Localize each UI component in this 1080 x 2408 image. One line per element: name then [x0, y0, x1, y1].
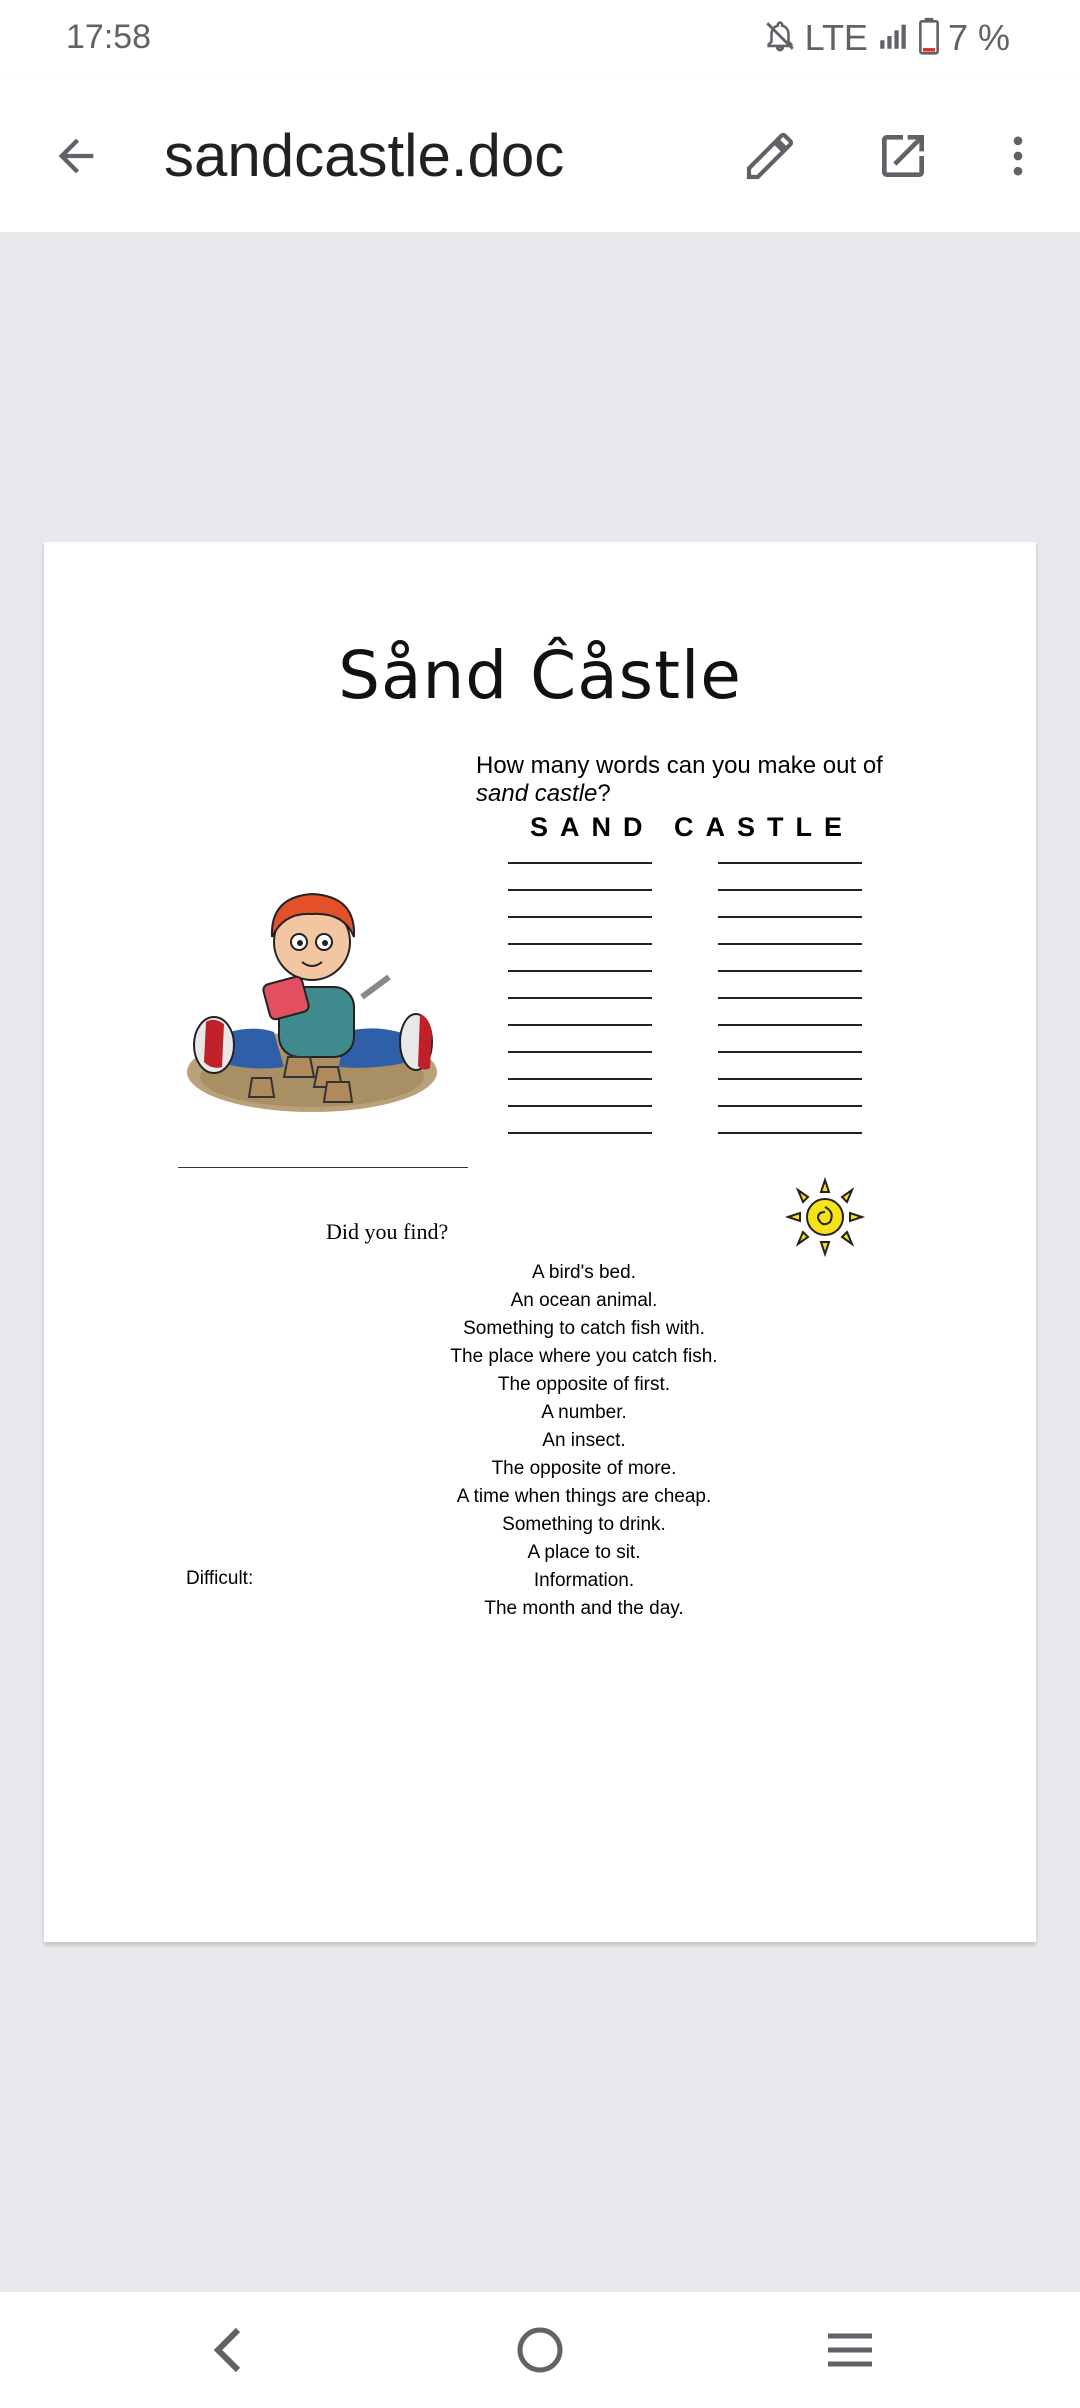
- clue-item: Something to catch fish with.: [463, 1318, 705, 1339]
- clue-item: The opposite of first.: [497, 1374, 671, 1395]
- battery-icon: [918, 17, 940, 60]
- open-with-button[interactable]: [865, 118, 941, 194]
- worksheet-question: [476, 752, 946, 808]
- clue-item: A time when things are cheap.: [456, 1486, 712, 1507]
- question-text: How many words can you make out of: [476, 752, 883, 779]
- recents-menu-icon: [824, 2328, 876, 2372]
- chevron-left-icon: [208, 2324, 248, 2376]
- edit-pencil-icon: [742, 128, 798, 184]
- clue-item: A place to sit.: [527, 1542, 641, 1563]
- clue-item: The place where you catch fish.: [450, 1346, 718, 1367]
- answer-lines-right: [718, 862, 862, 1159]
- document-viewer[interactable]: [0, 232, 1080, 2292]
- nav-recents-button[interactable]: [810, 2314, 890, 2386]
- clue-item: Information.: [533, 1570, 635, 1591]
- clue-item: An ocean animal.: [510, 1290, 658, 1311]
- app-toolbar: [0, 80, 1080, 232]
- clue-item: A number.: [541, 1402, 627, 1423]
- back-button[interactable]: [38, 118, 114, 194]
- open-external-icon: [875, 128, 931, 184]
- answer-lines-left: [508, 862, 652, 1159]
- nav-back-button[interactable]: [188, 2314, 268, 2386]
- sun-icon: [780, 1172, 870, 1262]
- boy-sandcastle-illustration: [184, 882, 444, 1132]
- difficult-label: Difficult:: [186, 1568, 254, 1589]
- question-italic: sand castle: [476, 780, 598, 807]
- nav-home-button[interactable]: [500, 2314, 580, 2386]
- back-arrow-icon: [50, 130, 102, 182]
- clue-item: The month and the day.: [484, 1598, 684, 1619]
- signal-icon: [876, 19, 910, 58]
- mute-notification-icon: [763, 19, 797, 58]
- more-options-button[interactable]: [980, 118, 1056, 194]
- network-type: LTE: [804, 17, 868, 58]
- system-nav-bar: [0, 2292, 1080, 2408]
- clue-list: [274, 1259, 894, 1623]
- name-line: [178, 1167, 468, 1168]
- question-mark: ?: [597, 780, 611, 807]
- clue-item: An insect.: [542, 1430, 626, 1451]
- clue-item: The opposite of more.: [491, 1458, 677, 1479]
- status-bar: [0, 0, 1080, 80]
- did-you-find-label: Did you find?: [326, 1219, 449, 1244]
- document-title: sandcastle.doc: [164, 122, 565, 189]
- status-icons: [763, 16, 1010, 60]
- battery-level: 7 %: [947, 17, 1010, 58]
- more-vert-icon: [992, 130, 1044, 182]
- home-circle-icon: [514, 2324, 566, 2376]
- letters-line: SAND CASTLE: [530, 812, 855, 842]
- worksheet-heading: Sånd Ĉåstle: [338, 637, 742, 714]
- edit-button[interactable]: [732, 118, 808, 194]
- document-page: [44, 542, 1036, 1942]
- clue-item: A bird's bed.: [532, 1262, 636, 1283]
- status-time: 17:58: [66, 18, 152, 56]
- clue-item: Something to drink.: [502, 1514, 666, 1535]
